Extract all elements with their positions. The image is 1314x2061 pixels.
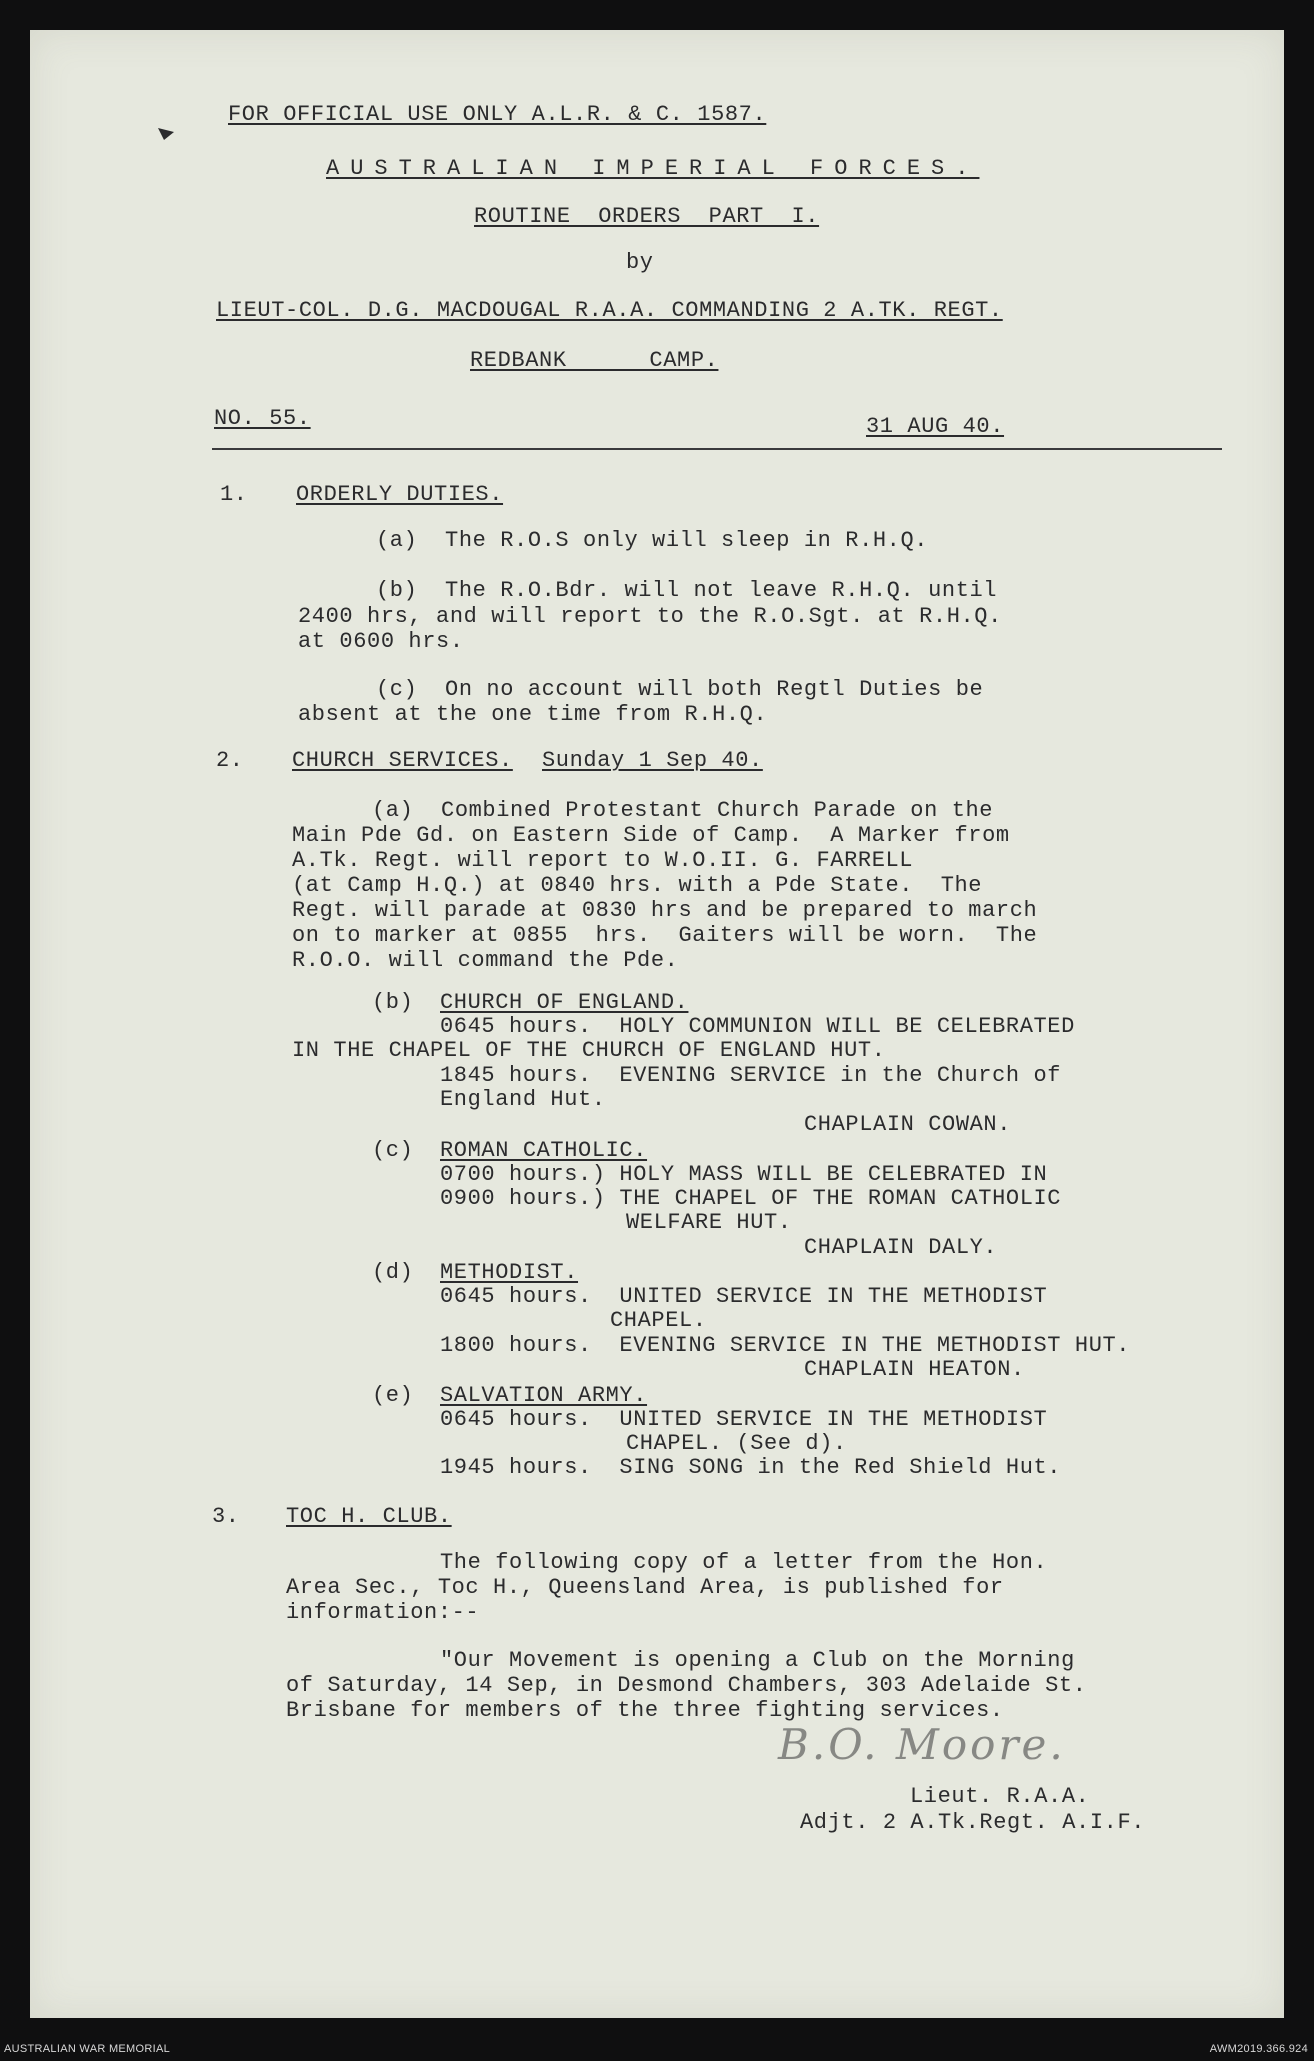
ink-mark bbox=[158, 126, 178, 142]
section-2-a-line-7: R.O.O. will command the Pde. bbox=[292, 948, 679, 973]
force-title: AUSTRALIAN IMPERIAL FORCES. bbox=[326, 156, 980, 181]
section-1-a: (a) The R.O.S only will sleep in R.H.Q. bbox=[376, 528, 929, 553]
section-3-quote-line-2: of Saturday, 14 Sep, in Desmond Chambers, 303 Adelaide St. bbox=[286, 1673, 1087, 1698]
camp-name: REDBANK CAMP. bbox=[470, 348, 719, 373]
section-2-d-label: (d) bbox=[372, 1260, 414, 1285]
section-2-d-line-2: CHAPEL. bbox=[610, 1308, 707, 1333]
section-1-b-line-2: 2400 hrs, and will report to the R.O.Sgt. at R.H.Q. bbox=[298, 604, 1002, 629]
section-1-c-line-2: absent at the one time from R.H.Q. bbox=[298, 702, 768, 727]
signatory-rank: Lieut. R.A.A. bbox=[910, 1784, 1090, 1809]
section-2-a-line-6: on to marker at 0855 hrs. Gaiters will be worn. The bbox=[292, 923, 1038, 948]
order-number: NO. 55. bbox=[214, 406, 311, 431]
order-date: 31 AUG 40. bbox=[866, 414, 1005, 439]
section-3-number: 3. bbox=[212, 1504, 240, 1529]
section-2-date: Sunday 1 Sep 40. bbox=[542, 748, 763, 773]
section-2-b-chaplain: CHAPLAIN COWAN. bbox=[804, 1112, 1012, 1137]
official-use-line: FOR OFFICIAL USE ONLY A.L.R. & C. 1587. bbox=[228, 102, 767, 127]
section-2-b-title: CHURCH OF ENGLAND. bbox=[440, 990, 689, 1015]
section-2-d-line-3: 1800 hours. EVENING SERVICE IN THE METHODIST HUT. bbox=[440, 1333, 1131, 1358]
section-2-e-label: (e) bbox=[372, 1383, 414, 1408]
section-2-c-line-1: 0700 hours.) HOLY MASS WILL BE CELEBRATED IN bbox=[440, 1162, 1048, 1187]
by-line: by bbox=[626, 250, 654, 275]
section-3-quote-line-1: "Our Movement is opening a Club on the Morning bbox=[440, 1648, 1075, 1673]
routine-orders-title: ROUTINE ORDERS PART I. bbox=[474, 204, 820, 229]
section-2-b-line-2: IN THE CHAPEL OF THE CHURCH OF ENGLAND HUT. bbox=[292, 1038, 886, 1063]
section-1-title: ORDERLY DUTIES. bbox=[296, 482, 504, 507]
section-3-para-line-1: The following copy of a letter from the Hon. bbox=[440, 1550, 1048, 1575]
section-3-para-line-2: Area Sec., Toc H., Queensland Area, is published for bbox=[286, 1575, 1004, 1600]
section-2-d-chaplain: CHAPLAIN HEATON. bbox=[804, 1357, 1025, 1382]
section-2-b-line-3: 1845 hours. EVENING SERVICE in the Church of bbox=[440, 1063, 1062, 1088]
section-2-a-line-3: A.Tk. Regt. will report to W.O.II. G. FARRELL bbox=[292, 848, 914, 873]
section-2-c-label: (c) bbox=[372, 1138, 414, 1163]
section-3-quote-line-3: Brisbane for members of the three fighting services. bbox=[286, 1698, 1004, 1723]
section-3-title: TOC H. CLUB. bbox=[286, 1504, 452, 1529]
section-2-e-line-3: 1945 hours. SING SONG in the Red Shield Hut. bbox=[440, 1455, 1062, 1480]
section-2-c-chaplain: CHAPLAIN DALY. bbox=[804, 1235, 998, 1260]
header-divider bbox=[212, 448, 1222, 450]
section-3-para-line-3: information:-- bbox=[286, 1600, 480, 1625]
section-2-d-title: METHODIST. bbox=[440, 1260, 579, 1285]
section-2-a-line-2: Main Pde Gd. on Eastern Side of Camp. A Marker from bbox=[292, 823, 1010, 848]
section-2-c-title: ROMAN CATHOLIC. bbox=[440, 1138, 648, 1163]
footer-accession-number: AWM2019.366.924 bbox=[1209, 2043, 1308, 2055]
section-1-b-line-3: at 0600 hrs. bbox=[298, 629, 464, 654]
section-2-c-line-2: 0900 hours.) THE CHAPEL OF THE ROMAN CATHOLIC bbox=[440, 1186, 1062, 1211]
section-2-c-line-3: WELFARE HUT. bbox=[626, 1210, 792, 1235]
section-2-b-line-4: England Hut. bbox=[440, 1087, 606, 1112]
section-2-b-line-1: 0645 hours. HOLY COMMUNION WILL BE CELEBRATED bbox=[440, 1014, 1075, 1039]
section-2-e-title: SALVATION ARMY. bbox=[440, 1383, 648, 1408]
section-2-title: CHURCH SERVICES. bbox=[292, 748, 513, 773]
section-2-number: 2. bbox=[216, 748, 244, 773]
section-2-b-label: (b) bbox=[372, 990, 414, 1015]
section-2-d-line-1: 0645 hours. UNITED SERVICE IN THE METHODIST bbox=[440, 1284, 1048, 1309]
section-2-e-line-1: 0645 hours. UNITED SERVICE IN THE METHODIST bbox=[440, 1407, 1048, 1432]
section-2-a-line-5: Regt. will parade at 0830 hrs and be prepared to march bbox=[292, 898, 1038, 923]
section-1-c-line-1: (c) On no account will both Regtl Duties be bbox=[376, 677, 984, 702]
commander-line: LIEUT-COL. D.G. MACDOUGAL R.A.A. COMMANDING 2 A.TK. REGT. bbox=[216, 298, 1003, 323]
footer-institution: AUSTRALIAN WAR MEMORIAL bbox=[4, 2043, 171, 2055]
section-1-number: 1. bbox=[220, 482, 248, 507]
handwritten-signature: B.O. Moore. bbox=[778, 1720, 1066, 1769]
section-2-a-line-4: (at Camp H.Q.) at 0840 hrs. with a Pde State. The bbox=[292, 873, 983, 898]
section-2-a-line-1: (a) Combined Protestant Church Parade on the bbox=[372, 798, 994, 823]
document-page bbox=[30, 30, 1284, 2018]
section-2-e-line-2: CHAPEL. (See d). bbox=[626, 1431, 847, 1456]
signatory-appointment: Adjt. 2 A.Tk.Regt. A.I.F. bbox=[800, 1810, 1146, 1835]
section-1-b-line-1: (b) The R.O.Bdr. will not leave R.H.Q. until bbox=[376, 578, 998, 603]
